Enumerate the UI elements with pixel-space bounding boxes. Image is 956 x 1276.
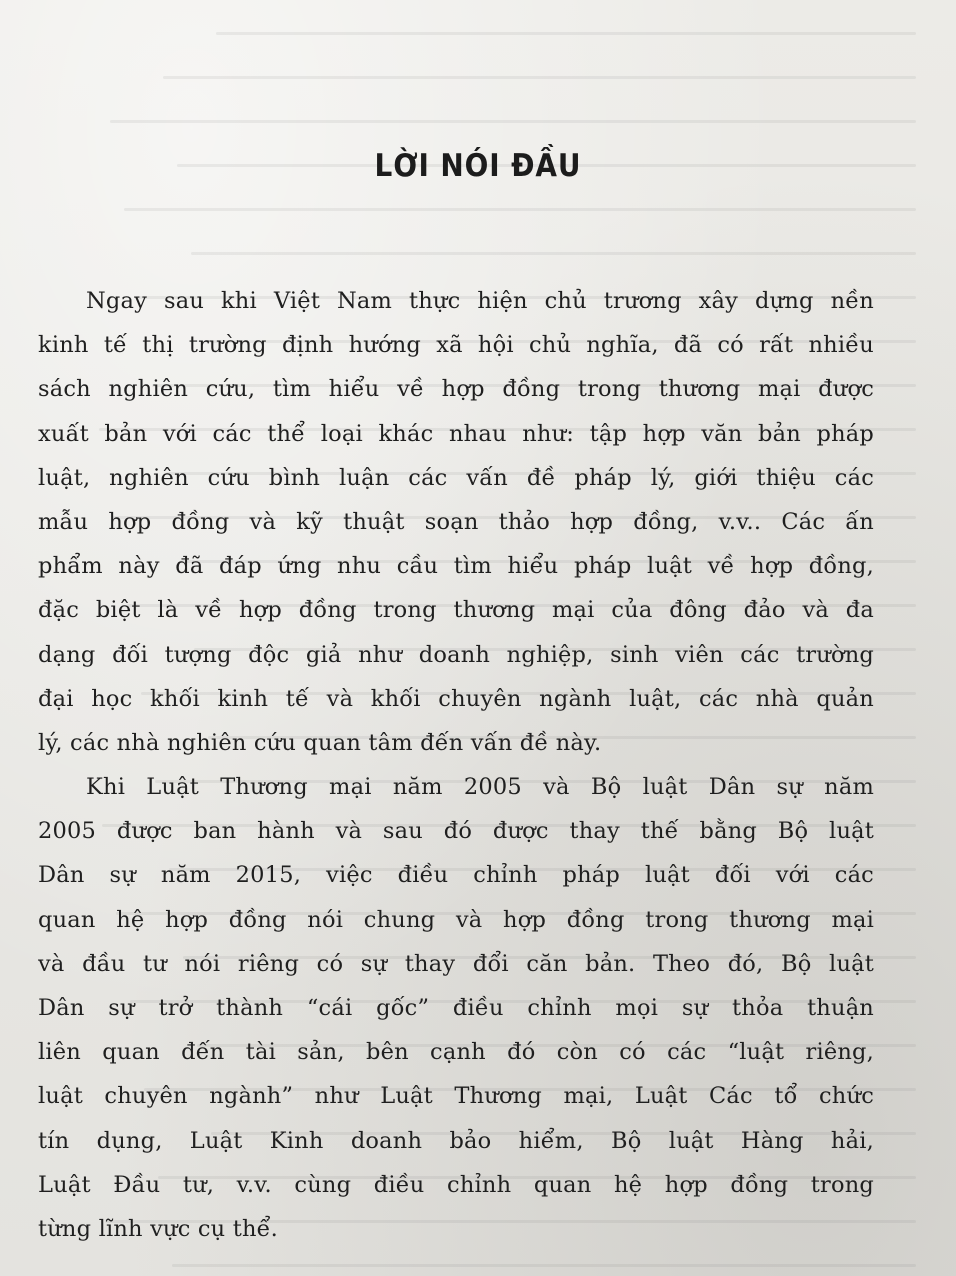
text-line: luật, nghiên cứu bình luận các vấn đề pháp lý, giới thiệu các xyxy=(38,464,874,491)
text-line: sách nghiên cứu, tìm hiểu về hợp đồng trong thương mại được xyxy=(38,376,874,403)
text-line: Khi Luật Thương mại năm 2005 và Bộ luật Dân sự năm xyxy=(86,774,874,801)
bleed-line xyxy=(110,120,916,123)
text-line: phẩm này đã đáp ứng nhu cầu tìm hiểu pháp luật về hợp đồng, xyxy=(38,553,874,580)
text-line: lý, các nhà nghiên cứu quan tâm đến vấn đề này. xyxy=(38,729,602,756)
body-text xyxy=(38,279,874,1251)
text-line: 2005 được ban hành và sau đó được thay thế bằng Bộ luật xyxy=(38,818,874,845)
bleed-line xyxy=(191,252,916,255)
page-heading: LỜI NÓI ĐẦU xyxy=(374,148,582,184)
text-line: Dân sự năm 2015, việc điều chỉnh pháp luật đối với các xyxy=(38,862,874,889)
paragraph-1 xyxy=(38,279,874,765)
text-line: Luật Đầu tư, v.v. cùng điều chỉnh quan hệ hợp đồng trong xyxy=(38,1171,874,1198)
text-line: đặc biệt là về hợp đồng trong thương mại của đông đảo và đa xyxy=(38,597,874,624)
bleed-line xyxy=(172,1264,916,1267)
text-line: Dân sự trở thành “cái gốc” điều chỉnh mọi sự thỏa thuận xyxy=(38,995,874,1021)
text-line: dạng đối tượng độc giả như doanh nghiệp, sinh viên các trường xyxy=(38,641,874,668)
text-line: mẫu hợp đồng và kỹ thuật soạn thảo hợp đồng, v.v.. Các ấn xyxy=(38,508,874,535)
bleed-line xyxy=(216,32,916,35)
text-line: liên quan đến tài sản, bên cạnh đó còn có các “luật riêng, xyxy=(38,1039,874,1066)
text-line: xuất bản với các thể loại khác nhau như: tập hợp văn bản pháp xyxy=(38,420,874,447)
text-line: đại học khối kinh tế và khối chuyên ngành luật, các nhà quản xyxy=(38,685,874,712)
bleed-line xyxy=(163,76,916,79)
text-line: quan hệ hợp đồng nói chung và hợp đồng trong thương mại xyxy=(38,906,874,933)
text-line: kinh tế thị trường định hướng xã hội chủ nghĩa, đã có rất nhiều xyxy=(38,332,874,359)
text-line: từng lĩnh vực cụ thể. xyxy=(38,1215,279,1242)
bleed-line xyxy=(124,208,916,211)
text-line: và đầu tư nói riêng có sự thay đổi căn bản. Theo đó, Bộ luật xyxy=(38,950,874,977)
text-line: luật chuyên ngành” như Luật Thương mại, Luật Các tổ chức xyxy=(38,1083,874,1110)
paragraph-2 xyxy=(38,765,874,1251)
text-line: tín dụng, Luật Kinh doanh bảo hiểm, Bộ luật Hàng hải, xyxy=(38,1127,874,1154)
text-line: Ngay sau khi Việt Nam thực hiện chủ trương xây dựng nền xyxy=(86,288,874,314)
